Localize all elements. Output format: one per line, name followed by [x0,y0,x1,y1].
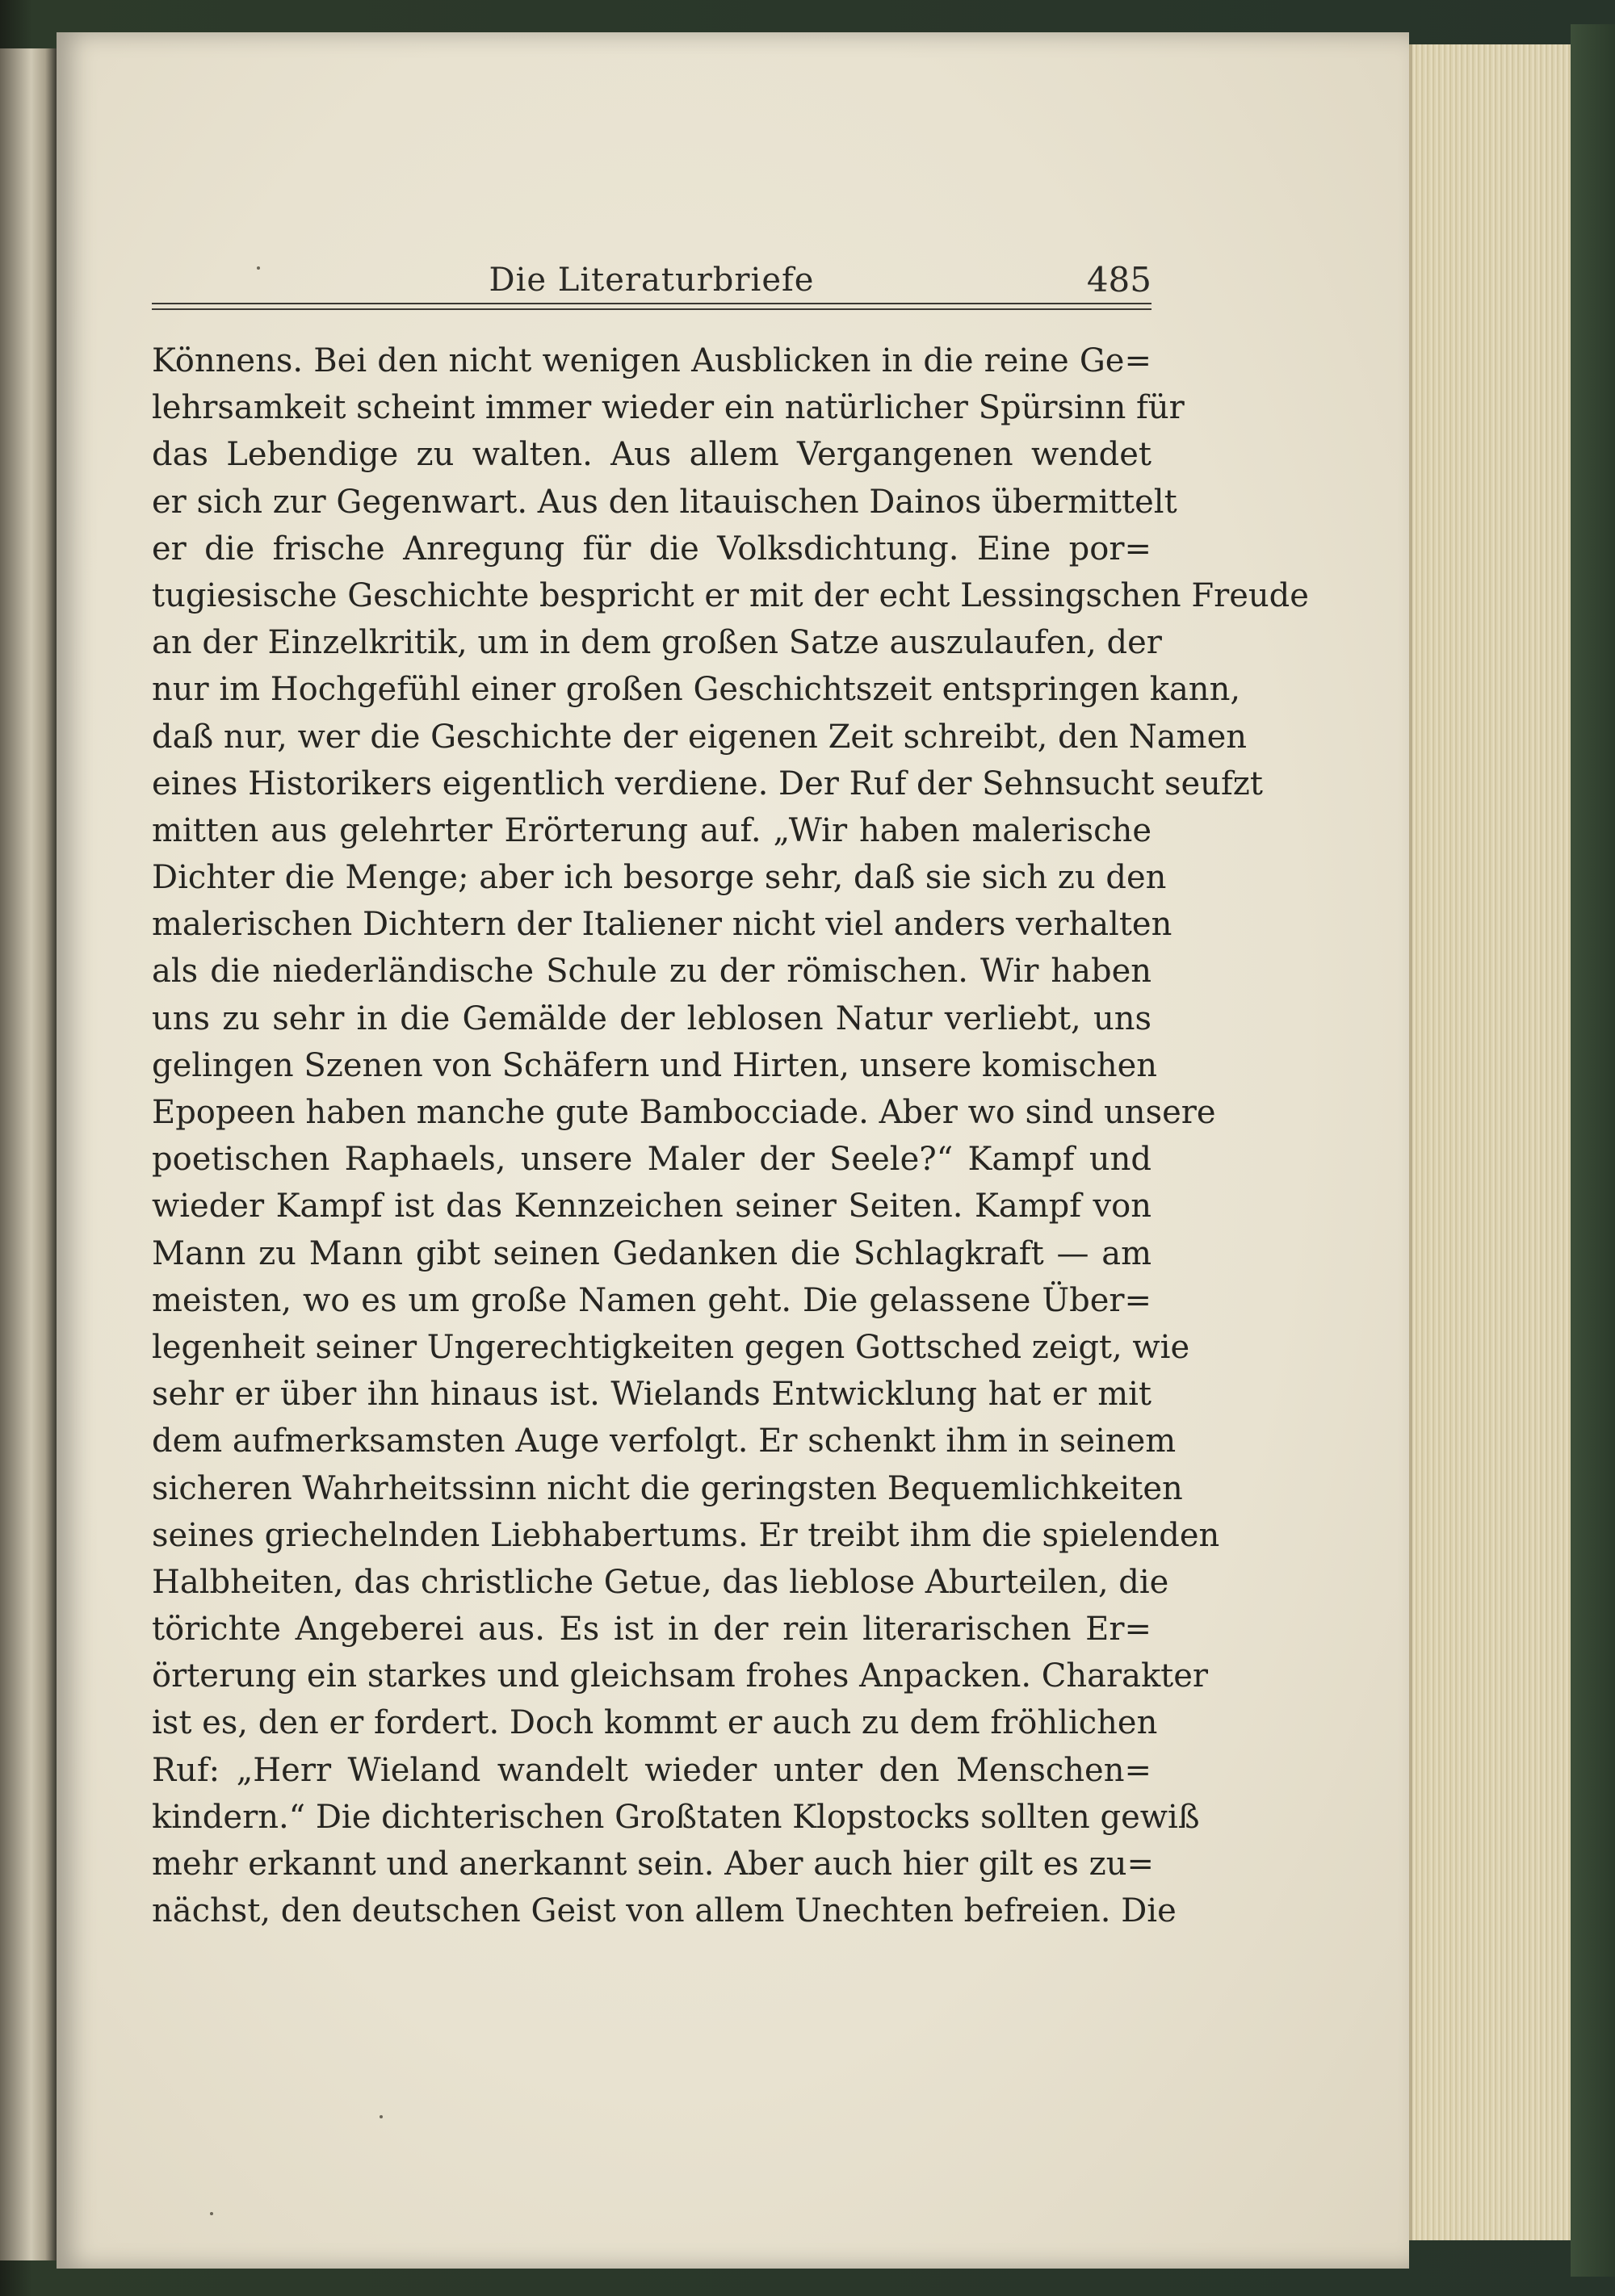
text-line: an der Einzelkritik, um in dem großen Satze auszulaufen, der [152,624,1162,662]
text-line: nächst, den deutschen Geist von allem Unechten befreien. Die [152,1892,1177,1930]
text-line: Ruf: „Herr Wieland wandelt wieder unter den Menschen= [152,1751,1151,1789]
text-line: poetischen Raphaels, unsere Maler der Seele?“ Kampf und [152,1141,1151,1179]
paper-speck [257,266,260,270]
body-text [152,337,1309,1934]
text-line: uns zu sehr in die Gemälde der leblosen Natur verliebt, uns [152,999,1151,1037]
text-line: wieder Kampf ist das Kennzeichen seiner Seiten. Kampf von [152,1188,1151,1226]
text-line: gelingen Szenen von Schäfern und Hirten, unsere komischen [152,1046,1158,1084]
text-line: er die frische Anregung für die Volksdichtung. Eine por= [152,530,1151,568]
running-title: Die Literaturbriefe [489,262,815,299]
text-line: sicheren Wahrheitssinn nicht die geringsten Bequemlichkeiten [152,1469,1183,1507]
text-line: er sich zur Gegenwart. Aus den litauischen Dainos übermittelt [152,483,1177,521]
text-line: malerischen Dichtern der Italiener nicht viel anders verhalten [152,906,1172,944]
text-line: Könnens. Bei den nicht wenigen Ausblicken in die reine Ge= [152,342,1151,379]
page-block-edges [1409,44,1574,2240]
text-line: Dichter die Menge; aber ich besorge sehr, daß sie sich zu den [152,859,1167,897]
text-line: eines Historikers eigentlich verdiene. Der Ruf der Sehnsucht seufzt [152,765,1263,802]
text-line: törichte Angeberei aus. Es ist in der rein literarischen Er= [152,1611,1151,1649]
text-line: legenheit seiner Ungerechtigkeiten gegen Gottsched zeigt, wie [152,1328,1190,1366]
text-line: Halbheiten, das christliche Getue, das lieblose Aburteilen, die [152,1563,1169,1601]
page-header [152,257,1151,305]
text-line: sehr er über ihn hinaus ist. Wielands Entwicklung hat er mit [152,1376,1151,1414]
text-line: Mann zu Mann gibt seinen Gedanken die Schlagkraft — am [152,1234,1151,1272]
text-line: örterung ein starkes und gleichsam frohes Anpacken. Charakter [152,1657,1209,1695]
left-page-edge [0,48,57,2260]
paper-speck [210,2212,213,2215]
text-line: das Lebendige zu walten. Aus allem Vergangenen wendet [152,436,1151,474]
text-line: kindern.“ Die dichterischen Großtaten Klopstocks sollten gewiß [152,1798,1200,1836]
text-line: tugiesische Geschichte bespricht er mit der echt Lessingschen Freude [152,576,1309,614]
text-line: mitten aus gelehrter Erörterung auf. „Wir haben malerische [152,811,1151,849]
text-line: mehr erkannt und anerkannt sein. Aber auch hier gilt es zu= [152,1846,1155,1883]
text-line: seines griechelnden Liebhabertums. Er treibt ihm die spielenden [152,1516,1220,1554]
text-line: lehrsamkeit scheint immer wieder ein natürlicher Spürsinn für [152,389,1185,427]
text-line: meisten, wo es um große Namen geht. Die gelassene Über= [152,1281,1151,1319]
page-number: 485 [1086,260,1151,300]
text-line: nur im Hochgefühl einer großen Geschichtszeit entspringen kann, [152,671,1241,709]
text-line: daß nur, wer die Geschichte der eigenen Zeit schreibt, den Namen [152,718,1247,756]
header-double-rule [152,303,1151,310]
book-cover-edge [1571,24,1615,2277]
paper-speck [380,2115,383,2118]
text-line: Epopeen haben manche gute Bambocciade. Aber wo sind unsere [152,1094,1216,1131]
text-line: dem aufmerksamsten Auge verfolgt. Er schenkt ihm in seinem [152,1422,1177,1460]
text-line: als die niederländische Schule zu der römischen. Wir haben [152,953,1151,991]
text-line: ist es, den er fordert. Doch kommt er auch zu dem fröhlichen [152,1704,1158,1742]
